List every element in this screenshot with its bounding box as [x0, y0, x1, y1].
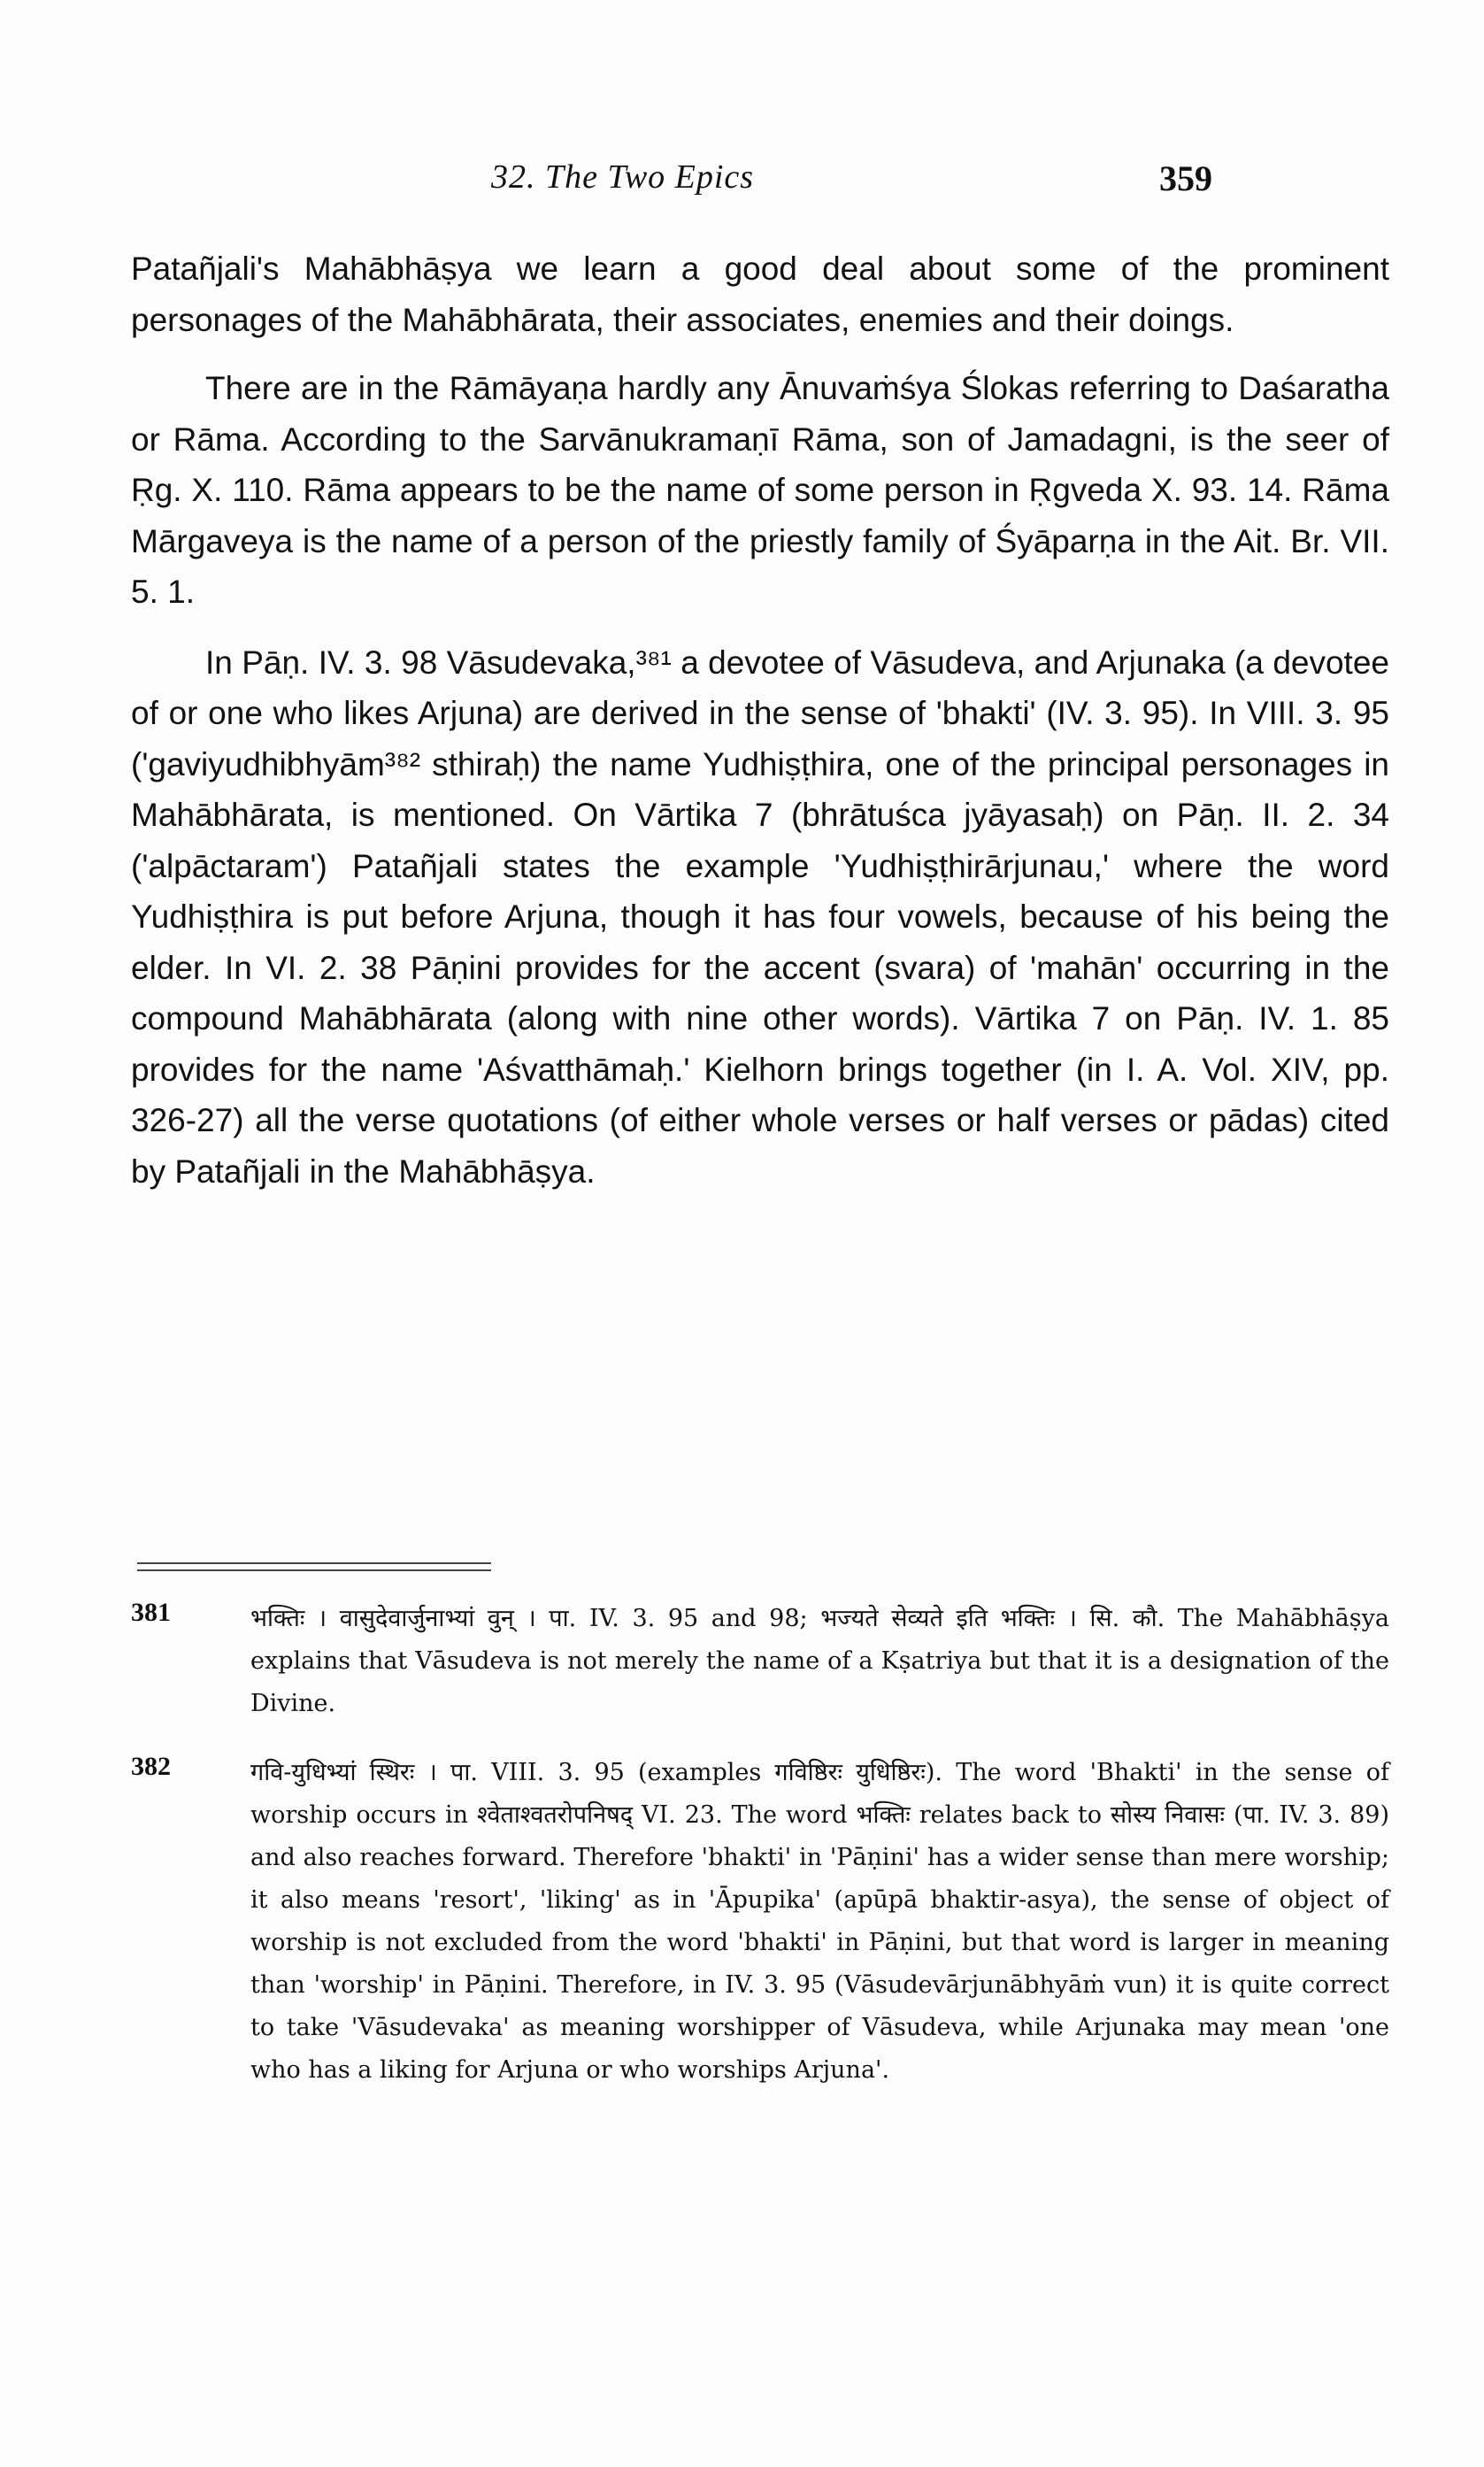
footnotes [131, 1598, 1389, 2118]
running-title: 32. The Two Epics [491, 158, 755, 196]
footnote-number: 382 [131, 1752, 171, 1781]
footnote-382 [131, 1752, 1389, 2092]
footnote-number: 381 [131, 1598, 171, 1627]
paragraph-panini: In Pāṇ. IV. 3. 98 Vāsudevaka,³⁸¹ a devotee of Vāsudeva, and Arjunaka (a devotee of or one who likes Arjuna) are derived in the sense of 'bhakti' (IV. 3. 95). In VIII. 3. 95 ('gaviyudhibhyām³⁸² sthiraḥ) the name Yudhiṣṭhira, one of the principal personages in Mahābhārata, is mentioned. On Vārtika 7 (bhrātuśca jyāyasaḥ) on Pāṇ. II. 2. 34 ('alpāctaram') Patañjali states the example 'Yudhiṣṭhirārjunau,' where the word Yudhiṣṭhira is put before Arjuna, though it has four vowels, because of his being the elder. In VI. 2. 38 Pāṇini provides for the accent (svara) of 'mahān' occurring in the compound Mahābhārata (along with nine other words). Vārtika 7 on Pāṇ. IV. 1. 85 provides for the name 'Aśvatthāmaḥ.' Kielhorn brings together (in I. A. Vol. XIV, pp. 326-27) all the verse quotations (of either whole verses or half verses or pādas) cited by Patañjali in the Mahābhāṣya. [131, 644, 1389, 1190]
paragraph-continuation: Patañjali's Mahābhāṣya we learn a good deal about some of the prominent personages of the Mahābhārata, their associates, enemies and their doings. [131, 251, 1389, 338]
page-number: 359 [1159, 158, 1212, 198]
running-head [0, 158, 1484, 211]
footnote-text: भक्तिः । वासुदेवार्जुनाभ्यां वुन् । पा. IV. 3. 95 and 98; भज्यते सेव्यते इति भक्तिः । सि. कौ. The Mahābhāṣya explains that Vāsudeva is not merely the name of a Kṣatriya but that it is a designation of the Divine. [250, 1605, 1389, 1717]
paragraph-ramayana: There are in the Rāmāyaṇa hardly any Ānuvaṁśya Ślokas referring to Daśaratha or Rāma. According to the Sarvānukramaṇī Rāma, son of Jamadagni, is the seer of Ṛg. X. 110. Rāma appears to be the name of some person in Ṛgveda X. 93. 14. Rāma Mārgaveya is the name of a person of the priestly family of Śyāparṇa in the Ait. Br. VII. 5. 1. [131, 370, 1389, 610]
footnote-text: गवि-युधिभ्यां स्थिरः । पा. VIII. 3. 95 (examples गविष्ठिरः युधिष्ठिरः). The word 'Bhakti' in the sense of worship occurs in श्वेताश्वतरोपनिषद् VI. 23. The word भक्तिः relates back to सोस्य निवासः (पा. IV. 3. 89) and also reaches forward. Therefore 'bhakti' in 'Pāṇini' has a wider sense than mere worship; it also means 'resort', 'liking' as in 'Āpupika' (apūpā bhaktir-asya), the sense of object of worship is not excluded from the word 'bhakti' in Pāṇini, but that word is larger in meaning than 'worship' in Pāṇini. Therefore, in IV. 3. 95 (Vāsudevārjunābhyāṁ vun) it is quite correct to take 'Vāsudevaka' as meaning worshipper of Vāsudeva, while Arjunaka may mean 'one who has a liking for Arjuna or who worships Arjuna'. [250, 1759, 1389, 2084]
body-text [131, 243, 1389, 1216]
footnote-381 [131, 1598, 1389, 1725]
footnote-divider [137, 1562, 491, 1571]
